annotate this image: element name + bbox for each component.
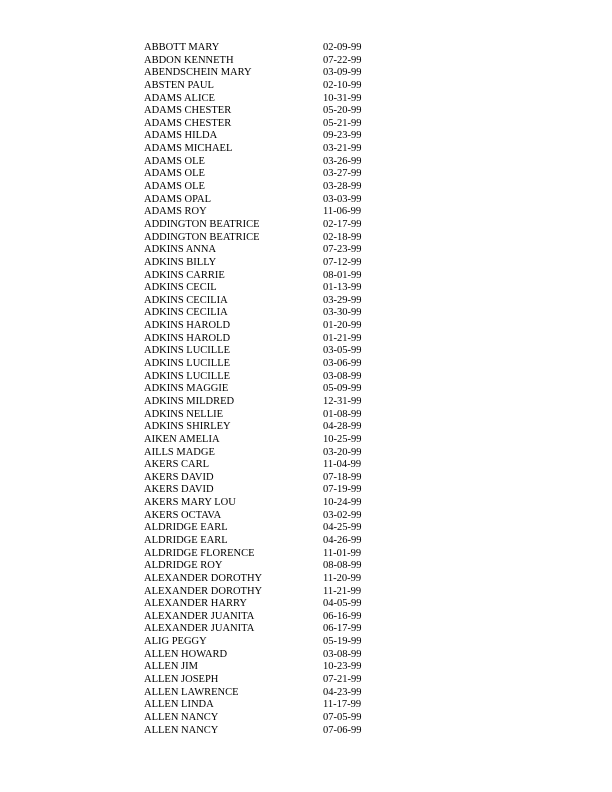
record-name: ADAMS MICHAEL <box>144 143 233 155</box>
record-name: ALLEN JIM <box>144 661 198 673</box>
list-item <box>144 55 374 68</box>
list-item <box>144 687 374 700</box>
record-name: ADDINGTON BEATRICE <box>144 218 260 230</box>
record-name: ADAMS ROY <box>144 206 207 218</box>
record-date: 10-25-99 <box>323 433 362 445</box>
record-date: 11-01-99 <box>323 547 362 559</box>
record-name: ADAMS OLE <box>144 155 205 167</box>
list-item <box>144 270 374 283</box>
list-item <box>144 611 374 624</box>
list-item <box>144 598 374 611</box>
record-name: ALDRIDGE EARL <box>144 522 228 534</box>
record-date: 03-03-99 <box>323 193 362 205</box>
record-date: 10-24-99 <box>323 497 362 509</box>
record-name: ADAMS HILDA <box>144 130 218 142</box>
record-name: ABDON KENNETH <box>144 54 234 66</box>
record-name: ALDRIDGE ROY <box>144 560 223 572</box>
record-date: 12-31-99 <box>323 395 362 407</box>
list-item <box>144 396 374 409</box>
record-name: ADKINS HAROLD <box>144 320 231 332</box>
list-item <box>144 560 374 573</box>
list-item <box>144 345 374 358</box>
record-name: AKERS CARL <box>144 459 210 471</box>
record-date: 03-20-99 <box>323 446 362 458</box>
record-date: 04-26-99 <box>323 534 362 546</box>
record-date: 03-26-99 <box>323 155 362 167</box>
record-name: ADKINS CARRIE <box>144 269 225 281</box>
record-date: 03-05-99 <box>323 345 362 357</box>
record-date: 03-08-99 <box>323 648 362 660</box>
record-date: 05-21-99 <box>323 117 362 129</box>
list-item <box>144 548 374 561</box>
record-date: 07-22-99 <box>323 54 362 66</box>
record-date: 01-20-99 <box>323 320 362 332</box>
record-date: 03-09-99 <box>323 67 362 79</box>
record-name: ALEXANDER DOROTHY <box>144 572 263 584</box>
record-name: ALLEN NANCY <box>144 724 219 736</box>
list-item <box>144 194 374 207</box>
record-name: ADKINS HAROLD <box>144 332 231 344</box>
record-name: ADAMS CHESTER <box>144 105 232 117</box>
list-item <box>144 130 374 143</box>
record-name: ADKINS SHIRLEY <box>144 421 231 433</box>
list-item <box>144 725 374 738</box>
list-item <box>144 472 374 485</box>
record-date: 03-29-99 <box>323 294 362 306</box>
record-name: ADKINS LUCILLE <box>144 358 231 370</box>
list-item <box>144 699 374 712</box>
list-item <box>144 459 374 472</box>
record-name: ALEXANDER HARRY <box>144 598 247 610</box>
record-name: ADKINS BILLY <box>144 256 217 268</box>
record-name: ABENDSCHEIN MARY <box>144 67 252 79</box>
list-item <box>144 257 374 270</box>
record-name: ADKINS NELLIE <box>144 408 224 420</box>
record-name: AKERS DAVID <box>144 484 214 496</box>
record-date: 02-10-99 <box>323 79 362 91</box>
record-name: ADAMS ALICE <box>144 92 215 104</box>
list-item <box>144 484 374 497</box>
list-item <box>144 409 374 422</box>
list-item <box>144 105 374 118</box>
list-item <box>144 232 374 245</box>
record-date: 09-23-99 <box>323 130 362 142</box>
list-item <box>144 649 374 662</box>
record-name: ADKINS LUCILLE <box>144 370 231 382</box>
list-item <box>144 244 374 257</box>
record-name: ADKINS CECIL <box>144 282 217 294</box>
list-item <box>144 510 374 523</box>
record-date: 11-17-99 <box>323 699 362 711</box>
record-name: ADKINS LUCILLE <box>144 345 231 357</box>
record-date: 02-17-99 <box>323 218 362 230</box>
list-item <box>144 497 374 510</box>
list-item <box>144 168 374 181</box>
list-item <box>144 421 374 434</box>
record-name: ADAMS OLE <box>144 168 205 180</box>
record-date: 08-01-99 <box>323 269 362 281</box>
record-name: ALEXANDER JUANITA <box>144 623 255 635</box>
record-date: 04-23-99 <box>323 686 362 698</box>
list-item <box>144 156 374 169</box>
list-item <box>144 333 374 346</box>
list-item <box>144 371 374 384</box>
record-name: ADKINS MAGGIE <box>144 383 229 395</box>
record-date: 03-27-99 <box>323 168 362 180</box>
list-item <box>144 295 374 308</box>
list-item <box>144 80 374 93</box>
record-name: AILLS MADGE <box>144 446 215 458</box>
record-name: ALLEN JOSEPH <box>144 674 219 686</box>
list-item <box>144 118 374 131</box>
record-date: 07-12-99 <box>323 256 362 268</box>
list-item <box>144 93 374 106</box>
list-item <box>144 219 374 232</box>
list-item <box>144 383 374 396</box>
list-item <box>144 307 374 320</box>
record-name: ALEXANDER DOROTHY <box>144 585 263 597</box>
record-date: 03-06-99 <box>323 358 362 370</box>
record-name: ALLEN LINDA <box>144 699 214 711</box>
record-date: 07-21-99 <box>323 674 362 686</box>
record-date: 10-23-99 <box>323 661 362 673</box>
record-name: ALLEN HOWARD <box>144 648 228 660</box>
list-item <box>144 674 374 687</box>
record-date: 02-18-99 <box>323 231 362 243</box>
list-item <box>144 434 374 447</box>
list-item <box>144 661 374 674</box>
record-date: 10-31-99 <box>323 92 362 104</box>
name-date-list <box>144 42 374 737</box>
record-date: 11-06-99 <box>323 206 362 218</box>
record-date: 07-23-99 <box>323 244 362 256</box>
record-date: 07-06-99 <box>323 724 362 736</box>
list-item <box>144 712 374 725</box>
list-item <box>144 206 374 219</box>
record-date: 03-08-99 <box>323 370 362 382</box>
record-date: 03-21-99 <box>323 143 362 155</box>
list-item <box>144 358 374 371</box>
record-name: AKERS DAVID <box>144 471 214 483</box>
list-item <box>144 320 374 333</box>
record-name: ADAMS OLE <box>144 181 205 193</box>
list-item <box>144 282 374 295</box>
record-date: 01-21-99 <box>323 332 362 344</box>
record-date: 08-08-99 <box>323 560 362 572</box>
record-name: ABSTEN PAUL <box>144 79 214 91</box>
record-date: 07-05-99 <box>323 711 362 723</box>
record-name: AKERS MARY LOU <box>144 497 236 509</box>
list-item <box>144 447 374 460</box>
list-item <box>144 181 374 194</box>
record-name: ADAMS CHESTER <box>144 117 232 129</box>
record-date: 11-04-99 <box>323 459 362 471</box>
list-item <box>144 42 374 55</box>
list-item <box>144 573 374 586</box>
record-date: 01-13-99 <box>323 282 362 294</box>
record-name: ABBOTT MARY <box>144 42 220 53</box>
record-date: 06-17-99 <box>323 623 362 635</box>
list-item <box>144 636 374 649</box>
record-date: 11-21-99 <box>323 585 362 597</box>
record-name: ADAMS OPAL <box>144 193 212 205</box>
list-item <box>144 586 374 599</box>
record-date: 05-09-99 <box>323 383 362 395</box>
list-item <box>144 67 374 80</box>
list-item <box>144 522 374 535</box>
record-name: ALLEN NANCY <box>144 711 219 723</box>
record-date: 07-19-99 <box>323 484 362 496</box>
record-date: 01-08-99 <box>323 408 362 420</box>
record-date: 02-09-99 <box>323 42 362 53</box>
record-date: 03-30-99 <box>323 307 362 319</box>
record-name: ALIG PEGGY <box>144 636 207 648</box>
record-date: 06-16-99 <box>323 610 362 622</box>
record-date: 07-18-99 <box>323 471 362 483</box>
record-date: 04-25-99 <box>323 522 362 534</box>
record-date: 05-20-99 <box>323 105 362 117</box>
list-item <box>144 623 374 636</box>
record-name: ADKINS CECILIA <box>144 307 228 319</box>
list-item <box>144 143 374 156</box>
record-date: 03-02-99 <box>323 509 362 521</box>
record-name: ADDINGTON BEATRICE <box>144 231 260 243</box>
record-name: ADKINS MILDRED <box>144 395 235 407</box>
list-item <box>144 535 374 548</box>
record-name: ADKINS CECILIA <box>144 294 228 306</box>
record-date: 05-19-99 <box>323 636 362 648</box>
record-name: ALDRIDGE EARL <box>144 534 228 546</box>
record-name: ALEXANDER JUANITA <box>144 610 255 622</box>
record-name: AKERS OCTAVA <box>144 509 222 521</box>
record-date: 03-28-99 <box>323 181 362 193</box>
record-name: AIKEN AMELIA <box>144 433 220 445</box>
record-name: ALDRIDGE FLORENCE <box>144 547 255 559</box>
record-name: ADKINS ANNA <box>144 244 217 256</box>
record-date: 04-05-99 <box>323 598 362 610</box>
record-date: 11-20-99 <box>323 572 362 584</box>
record-date: 04-28-99 <box>323 421 362 433</box>
record-name: ALLEN LAWRENCE <box>144 686 239 698</box>
